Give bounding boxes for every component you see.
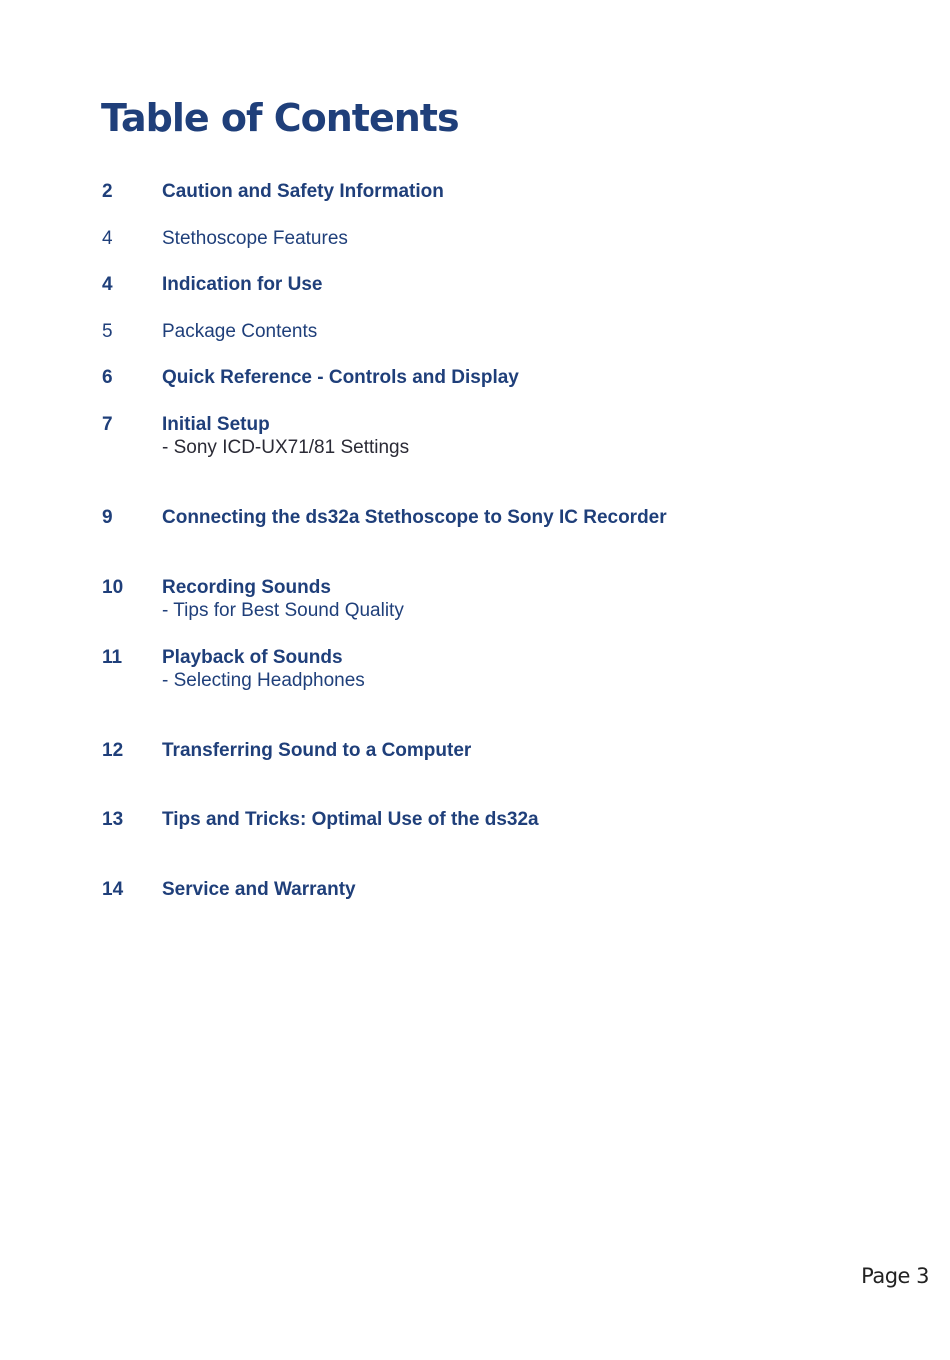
toc-page-number: 6	[102, 367, 113, 388]
toc-entry-recording-sounds[interactable]	[102, 576, 862, 622]
toc-title: Quick Reference - Controls and Display	[162, 367, 519, 388]
toc-subtitle: - Selecting Headphones	[162, 670, 365, 691]
toc-title: Initial Setup	[162, 414, 270, 435]
toc-entry-caution-safety[interactable]	[102, 180, 862, 203]
toc-title: Stethoscope Features	[162, 228, 348, 249]
toc-title: Service and Warranty	[162, 879, 356, 900]
toc-title: Tips and Tricks: Optimal Use of the ds32a	[162, 809, 539, 830]
toc-entry-stethoscope-features[interactable]	[102, 227, 862, 250]
toc-page-number: 11	[102, 647, 123, 668]
page-title: Table of Contents	[101, 96, 459, 140]
toc-title: Connecting the ds32a Stethoscope to Sony IC Recorder	[162, 507, 667, 528]
toc-page-number: 7	[102, 414, 113, 435]
toc-entry-transferring-sound[interactable]	[102, 739, 862, 762]
toc-entry-tips-and-tricks[interactable]	[102, 808, 862, 831]
toc-page-number: 14	[102, 879, 124, 900]
toc-entry-package-contents[interactable]	[102, 320, 862, 343]
toc-page-number: 10	[102, 577, 124, 598]
toc-page-number: 4	[102, 228, 113, 249]
toc-subtitle: - Tips for Best Sound Quality	[162, 600, 404, 621]
toc-title: Transferring Sound to a Computer	[162, 740, 472, 761]
toc-page-number: 5	[102, 321, 113, 342]
toc-entry-indication-for-use[interactable]	[102, 273, 862, 296]
toc-page-number: 13	[102, 809, 124, 830]
toc-subtitle: - Sony ICD-UX71/81 Settings	[162, 437, 410, 458]
toc-title: Recording Sounds	[162, 577, 331, 598]
toc-page-number: 4	[102, 274, 113, 295]
toc-title: Package Contents	[162, 321, 318, 342]
toc-entry-quick-reference[interactable]	[102, 366, 862, 389]
toc-page-number: 9	[102, 507, 113, 528]
toc-page-number: 2	[102, 181, 113, 202]
toc-entry-service-warranty[interactable]	[102, 878, 862, 901]
page-number: Page 3	[861, 1264, 929, 1288]
toc-title: Caution and Safety Information	[162, 181, 444, 202]
toc-page-number: 12	[102, 740, 124, 761]
toc-entry-connecting-stethoscope[interactable]	[102, 506, 862, 529]
toc-title: Playback of Sounds	[162, 647, 343, 668]
toc-entry-initial-setup[interactable]	[102, 413, 862, 459]
toc-title: Indication for Use	[162, 274, 323, 295]
toc-entry-playback-of-sounds[interactable]	[102, 646, 862, 692]
